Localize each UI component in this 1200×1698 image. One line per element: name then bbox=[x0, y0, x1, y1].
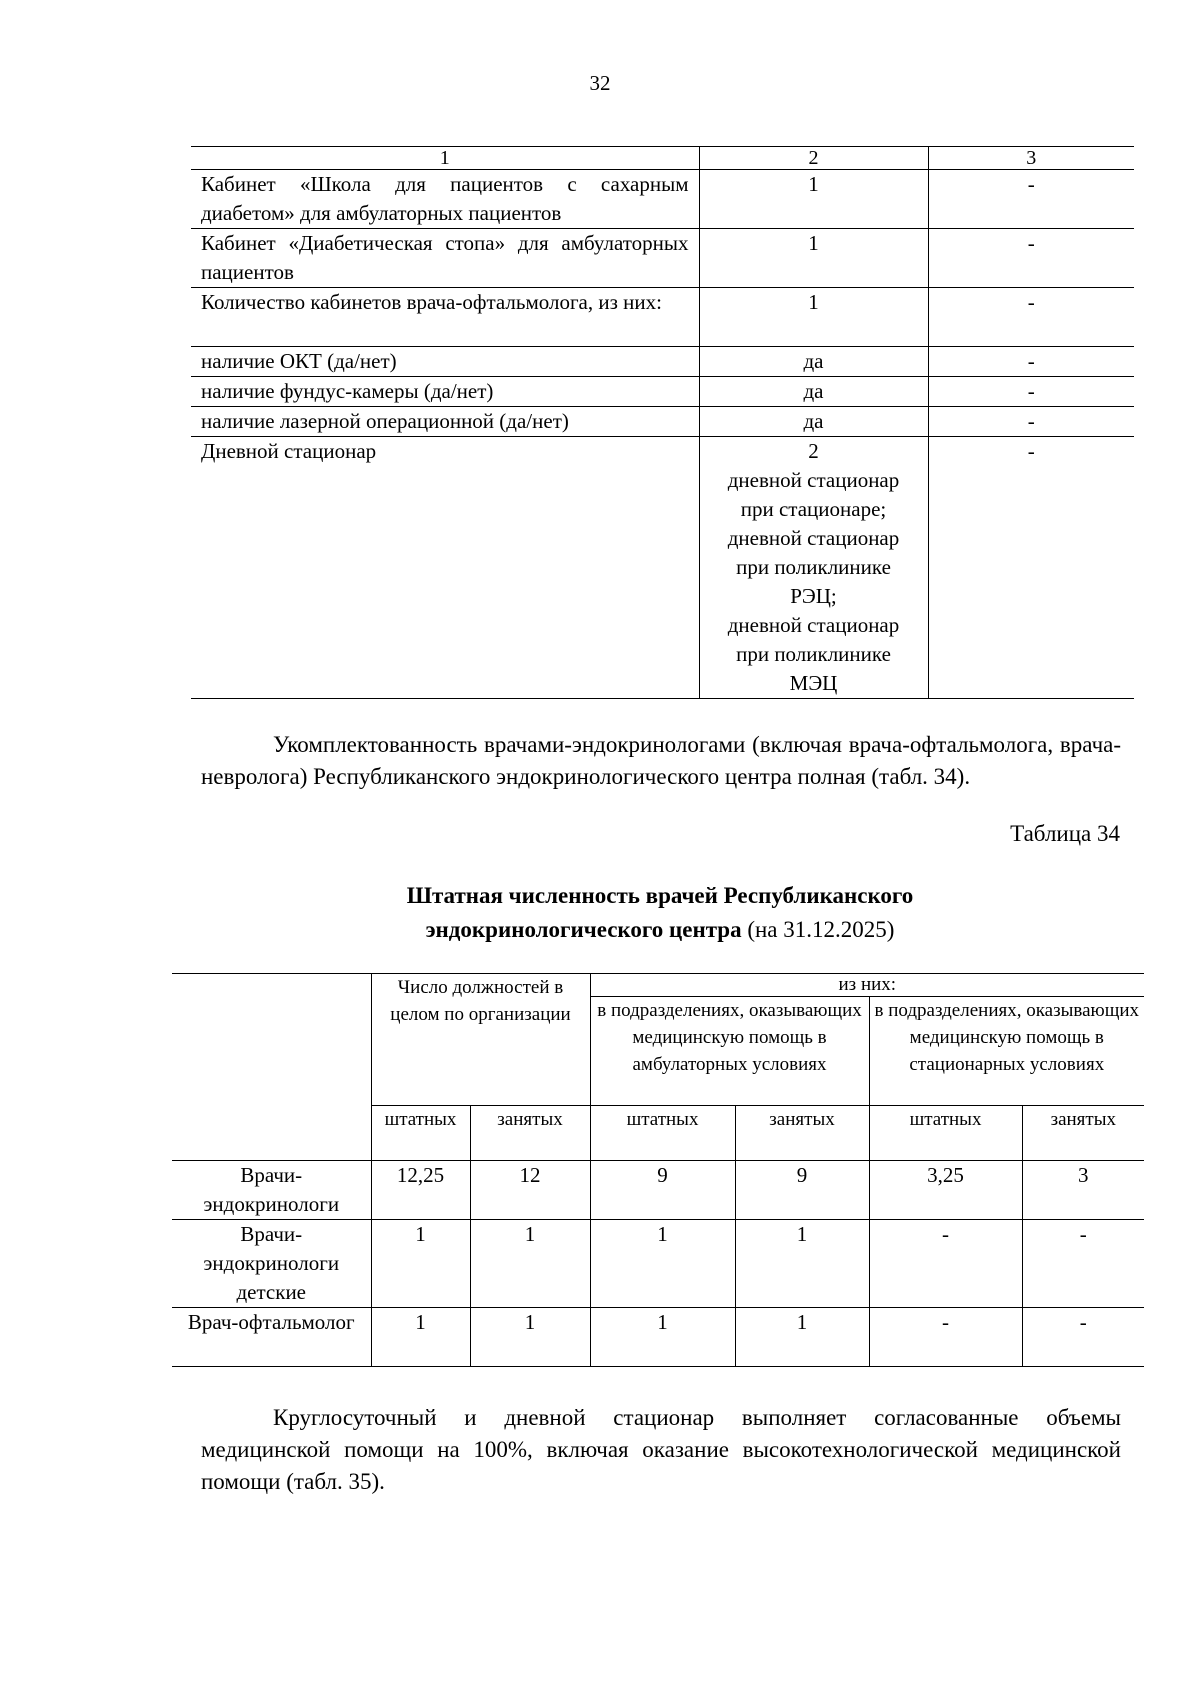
table-header-row bbox=[172, 974, 1144, 997]
table-row bbox=[191, 377, 1134, 407]
cell-value: - bbox=[869, 1220, 1022, 1308]
table-row bbox=[191, 288, 1134, 347]
table-header-row bbox=[191, 147, 1134, 170]
row-label: Врачи-эндокринологи bbox=[172, 1161, 371, 1220]
title-line2-date: (на 31.12.2025) bbox=[741, 917, 895, 942]
row-extra: - bbox=[928, 377, 1134, 407]
row-value: 1 bbox=[699, 288, 928, 347]
value-line: дневной стационар bbox=[727, 526, 900, 550]
column-number: 2 bbox=[699, 147, 928, 170]
row-extra: - bbox=[928, 229, 1134, 288]
row-value-multiline bbox=[699, 437, 928, 699]
table-row bbox=[191, 407, 1134, 437]
table-label: Таблица 34 bbox=[1010, 821, 1120, 846]
cell-value: 1 bbox=[735, 1220, 869, 1308]
cell-value: 3 bbox=[1022, 1161, 1144, 1220]
row-extra: - bbox=[928, 347, 1134, 377]
cell-value: 1 bbox=[371, 1220, 470, 1308]
column-number: 3 bbox=[928, 147, 1134, 170]
title-line1: Штатная численность врачей Республиканского bbox=[406, 883, 914, 908]
page-number: 32 bbox=[589, 71, 611, 95]
row-value: 1 bbox=[699, 229, 928, 288]
row-label: наличие лазерной операционной (да/нет) bbox=[191, 407, 699, 437]
sub-header-occupied: занятых bbox=[1022, 1106, 1144, 1161]
cell-value: - bbox=[1022, 1308, 1144, 1367]
paragraph-staffing: Укомплектованность врачами-эндокринологами (включая врача-офтальмолога, врача-невролога) Республиканского эндокринологического центра полная (табл. 34). bbox=[201, 732, 1121, 789]
value-line: 2 bbox=[808, 439, 819, 463]
cell-value: 1 bbox=[371, 1308, 470, 1367]
cell-value: 1 bbox=[470, 1220, 590, 1308]
cell-value: - bbox=[1022, 1220, 1144, 1308]
header-total-positions: Число должностей в целом по организации bbox=[371, 974, 590, 1106]
row-label: Врач-офтальмолог bbox=[172, 1308, 371, 1367]
header-of-which: из них: bbox=[590, 974, 1144, 997]
sub-header-staff: штатных bbox=[371, 1106, 470, 1161]
sub-header-occupied: занятых bbox=[735, 1106, 869, 1161]
table-title bbox=[0, 879, 1200, 947]
paragraph-hospital: Круглосуточный и дневной стационар выполняет согласованные объемы медицинской помощи на 100%, включая оказание высокотехнологической медицинской помощи (табл. 35). bbox=[201, 1405, 1121, 1494]
cell-value: 1 bbox=[590, 1220, 735, 1308]
row-label: наличие фундус-камеры (да/нет) bbox=[191, 377, 699, 407]
table-row bbox=[191, 229, 1134, 288]
table-row bbox=[191, 170, 1134, 229]
table-row bbox=[172, 1220, 1144, 1308]
cell-value: 1 bbox=[470, 1308, 590, 1367]
cell-value: - bbox=[869, 1308, 1022, 1367]
table-row bbox=[172, 1161, 1144, 1220]
facilities-table bbox=[191, 146, 1134, 699]
value-line: при поликлинике bbox=[736, 642, 891, 666]
cell-value: 3,25 bbox=[869, 1161, 1022, 1220]
sub-header-occupied: занятых bbox=[470, 1106, 590, 1161]
row-extra: - bbox=[928, 288, 1134, 347]
value-line: дневной стационар bbox=[727, 468, 900, 492]
table-row bbox=[191, 437, 1134, 699]
row-extra: - bbox=[928, 437, 1134, 699]
empty-header-cell bbox=[172, 974, 371, 1161]
cell-value: 1 bbox=[590, 1308, 735, 1367]
row-value: да bbox=[699, 377, 928, 407]
value-line: дневной стационар bbox=[727, 613, 900, 637]
sub-header-staff: штатных bbox=[869, 1106, 1022, 1161]
row-label: Кабинет «Школа для пациентов с сахарным диабетом» для амбулаторных пациентов bbox=[191, 170, 699, 229]
value-line: РЭЦ; bbox=[790, 584, 837, 608]
row-extra: - bbox=[928, 407, 1134, 437]
title-line2-bold: эндокринологического центра bbox=[425, 917, 742, 942]
row-label: Количество кабинетов врача-офтальмолога, из них: bbox=[191, 288, 699, 347]
row-value: 1 bbox=[699, 170, 928, 229]
row-label: Кабинет «Диабетическая стопа» для амбулаторных пациентов bbox=[191, 229, 699, 288]
row-label: Врачи-эндокринологи детские bbox=[172, 1220, 371, 1308]
value-line: при стационаре; bbox=[740, 497, 887, 521]
staff-table bbox=[172, 973, 1144, 1367]
sub-header-staff: штатных bbox=[590, 1106, 735, 1161]
table-row bbox=[191, 347, 1134, 377]
header-inpatient: в подразделениях, оказывающих медицинскую помощь в стационарных условиях bbox=[869, 997, 1144, 1106]
table-row bbox=[172, 1308, 1144, 1367]
value-line: МЭЦ bbox=[789, 671, 838, 695]
row-label: Дневной стационар bbox=[191, 437, 699, 699]
cell-value: 1 bbox=[735, 1308, 869, 1367]
cell-value: 9 bbox=[735, 1161, 869, 1220]
header-outpatient: в подразделениях, оказывающих медицинскую помощь в амбулаторных условиях bbox=[590, 997, 869, 1106]
row-extra: - bbox=[928, 170, 1134, 229]
cell-value: 12 bbox=[470, 1161, 590, 1220]
row-label: наличие ОКТ (да/нет) bbox=[191, 347, 699, 377]
cell-value: 9 bbox=[590, 1161, 735, 1220]
column-number: 1 bbox=[191, 147, 699, 170]
value-line: при поликлинике bbox=[736, 555, 891, 579]
row-value: да bbox=[699, 407, 928, 437]
row-value: да bbox=[699, 347, 928, 377]
cell-value: 12,25 bbox=[371, 1161, 470, 1220]
